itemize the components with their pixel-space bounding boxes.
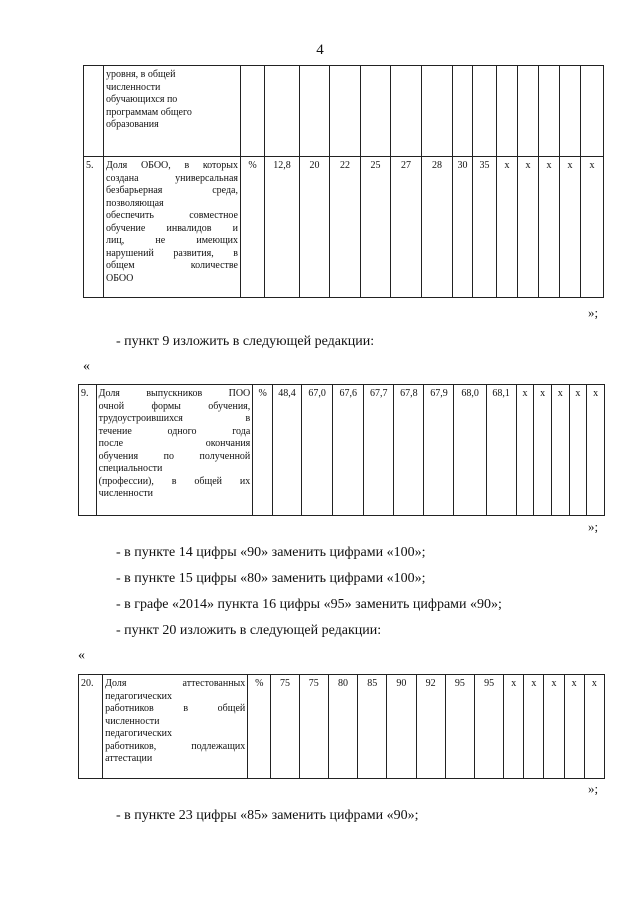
cell-empty [330,66,361,157]
cell-empty [581,66,604,157]
desc-line: уровня, в общей [106,69,176,80]
desc-line: нарушений развития, в [106,247,238,259]
cell-empty [539,66,560,157]
cell-value: x [569,385,587,516]
desc-line: образования [106,119,159,130]
cell-value: x [504,675,524,779]
desc-line: после окончания [98,438,251,449]
table-row-5 [84,157,604,298]
cell-unit: % [253,385,273,516]
cell-value: 67,9 [424,385,454,516]
cell-value: x [524,675,544,779]
cell-description [103,675,248,779]
desc-line: Доля ОБОО, в которых [106,160,238,171]
cell-description [96,385,253,516]
cell-value: 35 [473,157,497,298]
desc-line: обучающихся по [106,94,178,105]
cell-value: 20 [300,157,330,298]
desc-line: работников в общей [105,703,246,714]
cell-value: x [497,157,518,298]
cell-num [84,66,104,157]
instruction-paragraph: - в пункте 14 цифры «90» заменить цифрами «100»; [116,545,426,560]
cell-value: x [581,157,604,298]
cell-value: 95 [445,675,474,779]
desc-line: специальности [98,463,163,474]
indicator-table-2 [78,384,605,516]
cell-empty [391,66,422,157]
cell-empty [518,66,539,157]
closing-quote: »; [588,781,599,796]
desc-line: очной формы обучения, [98,400,251,412]
cell-value: 75 [299,675,328,779]
desc-line: программам общего [106,106,192,118]
cell-value: 22 [330,157,361,298]
cell-empty [361,66,391,157]
cell-value: 95 [474,675,503,779]
cell-value: 30 [453,157,473,298]
cell-value: 28 [422,157,453,298]
instruction-paragraph: - в графе «2014» пункта 16 цифры «95» заменить цифрами «90»; [116,597,502,612]
desc-line: аттестации [105,753,153,764]
desc-line: обучения по полученной [98,450,251,462]
cell-value: 68,0 [454,385,486,516]
cell-value: x [564,675,584,779]
cell-value: x [560,157,581,298]
cell-value: x [587,385,605,516]
cell-empty [473,66,497,157]
desc-line: (профессии), в общей их [98,475,251,487]
cell-num: 5. [84,157,104,298]
closing-quote: »; [588,519,599,534]
cell-value: 75 [271,675,299,779]
cell-value: x [544,675,564,779]
desc-line: педагогических [105,728,173,739]
desc-line: безбарьерная среда, [106,185,238,196]
cell-value: x [584,675,604,779]
cell-value: x [539,157,560,298]
desc-line: обеспечить совместное [106,210,238,221]
page-number: 4 [316,42,324,58]
cell-value: x [516,385,534,516]
instruction-paragraph: - пункт 20 изложить в следующей редакции: [116,623,382,638]
cell-value: 25 [361,157,391,298]
desc-line: численности [106,81,161,93]
cell-value: 68,1 [486,385,516,516]
cell-empty [453,66,473,157]
table-row-continued [84,66,604,157]
cell-value: 85 [358,675,387,779]
desc-line: течение одного года [98,425,251,437]
cell-value: 90 [387,675,416,779]
cell-empty [241,66,265,157]
table-row-9 [79,385,605,516]
desc-line: Доля выпускников ПОО [98,388,251,399]
desc-line: создана универсальная [106,172,238,184]
cell-empty [497,66,518,157]
table-row-20 [79,675,605,779]
instruction-paragraph: - в пункте 15 цифры «80» заменить цифрами «100»; [116,571,426,586]
desc-line: численности [105,715,160,727]
desc-line: педагогических [105,690,173,702]
cell-value: 80 [328,675,357,779]
cell-value: x [518,157,539,298]
cell-value: 67,6 [333,385,364,516]
desc-line: работников, подлежащих [105,740,246,752]
cell-num: 20. [79,675,103,779]
cell-value: 67,0 [302,385,333,516]
desc-line: трудоустроившихся в [98,413,251,424]
cell-value: x [534,385,552,516]
cell-description [104,66,241,157]
cell-empty [265,66,300,157]
desc-line: обучение инвалидов и [106,222,238,234]
desc-line: ОБОО [106,272,134,284]
opening-quote: « [78,648,85,663]
closing-quote: »; [588,305,599,320]
cell-empty [560,66,581,157]
instruction-paragraph: - в пункте 23 цифры «85» заменить цифрами «90»; [116,808,419,823]
cell-unit: % [248,675,271,779]
indicator-table-1 [83,65,604,298]
cell-num: 9. [79,385,97,516]
opening-quote: « [83,359,90,374]
cell-unit: % [241,157,265,298]
cell-value: 12,8 [265,157,300,298]
desc-line: позволяющая [106,197,164,209]
cell-value: 27 [391,157,422,298]
cell-empty [422,66,453,157]
desc-line: численности [98,488,153,499]
instruction-paragraph: - пункт 9 изложить в следующей редакции: [116,334,375,349]
cell-value: x [551,385,569,516]
cell-empty [300,66,330,157]
cell-value: 67,7 [364,385,394,516]
cell-value: 67,8 [394,385,424,516]
desc-line: общем количестве [106,260,238,271]
desc-line: Доля аттестованных [105,678,246,689]
cell-value: 92 [416,675,445,779]
desc-line: лиц, не имеющих [106,235,238,246]
cell-value: 48,4 [272,385,301,516]
indicator-table-3 [78,674,605,779]
cell-description [104,157,241,298]
